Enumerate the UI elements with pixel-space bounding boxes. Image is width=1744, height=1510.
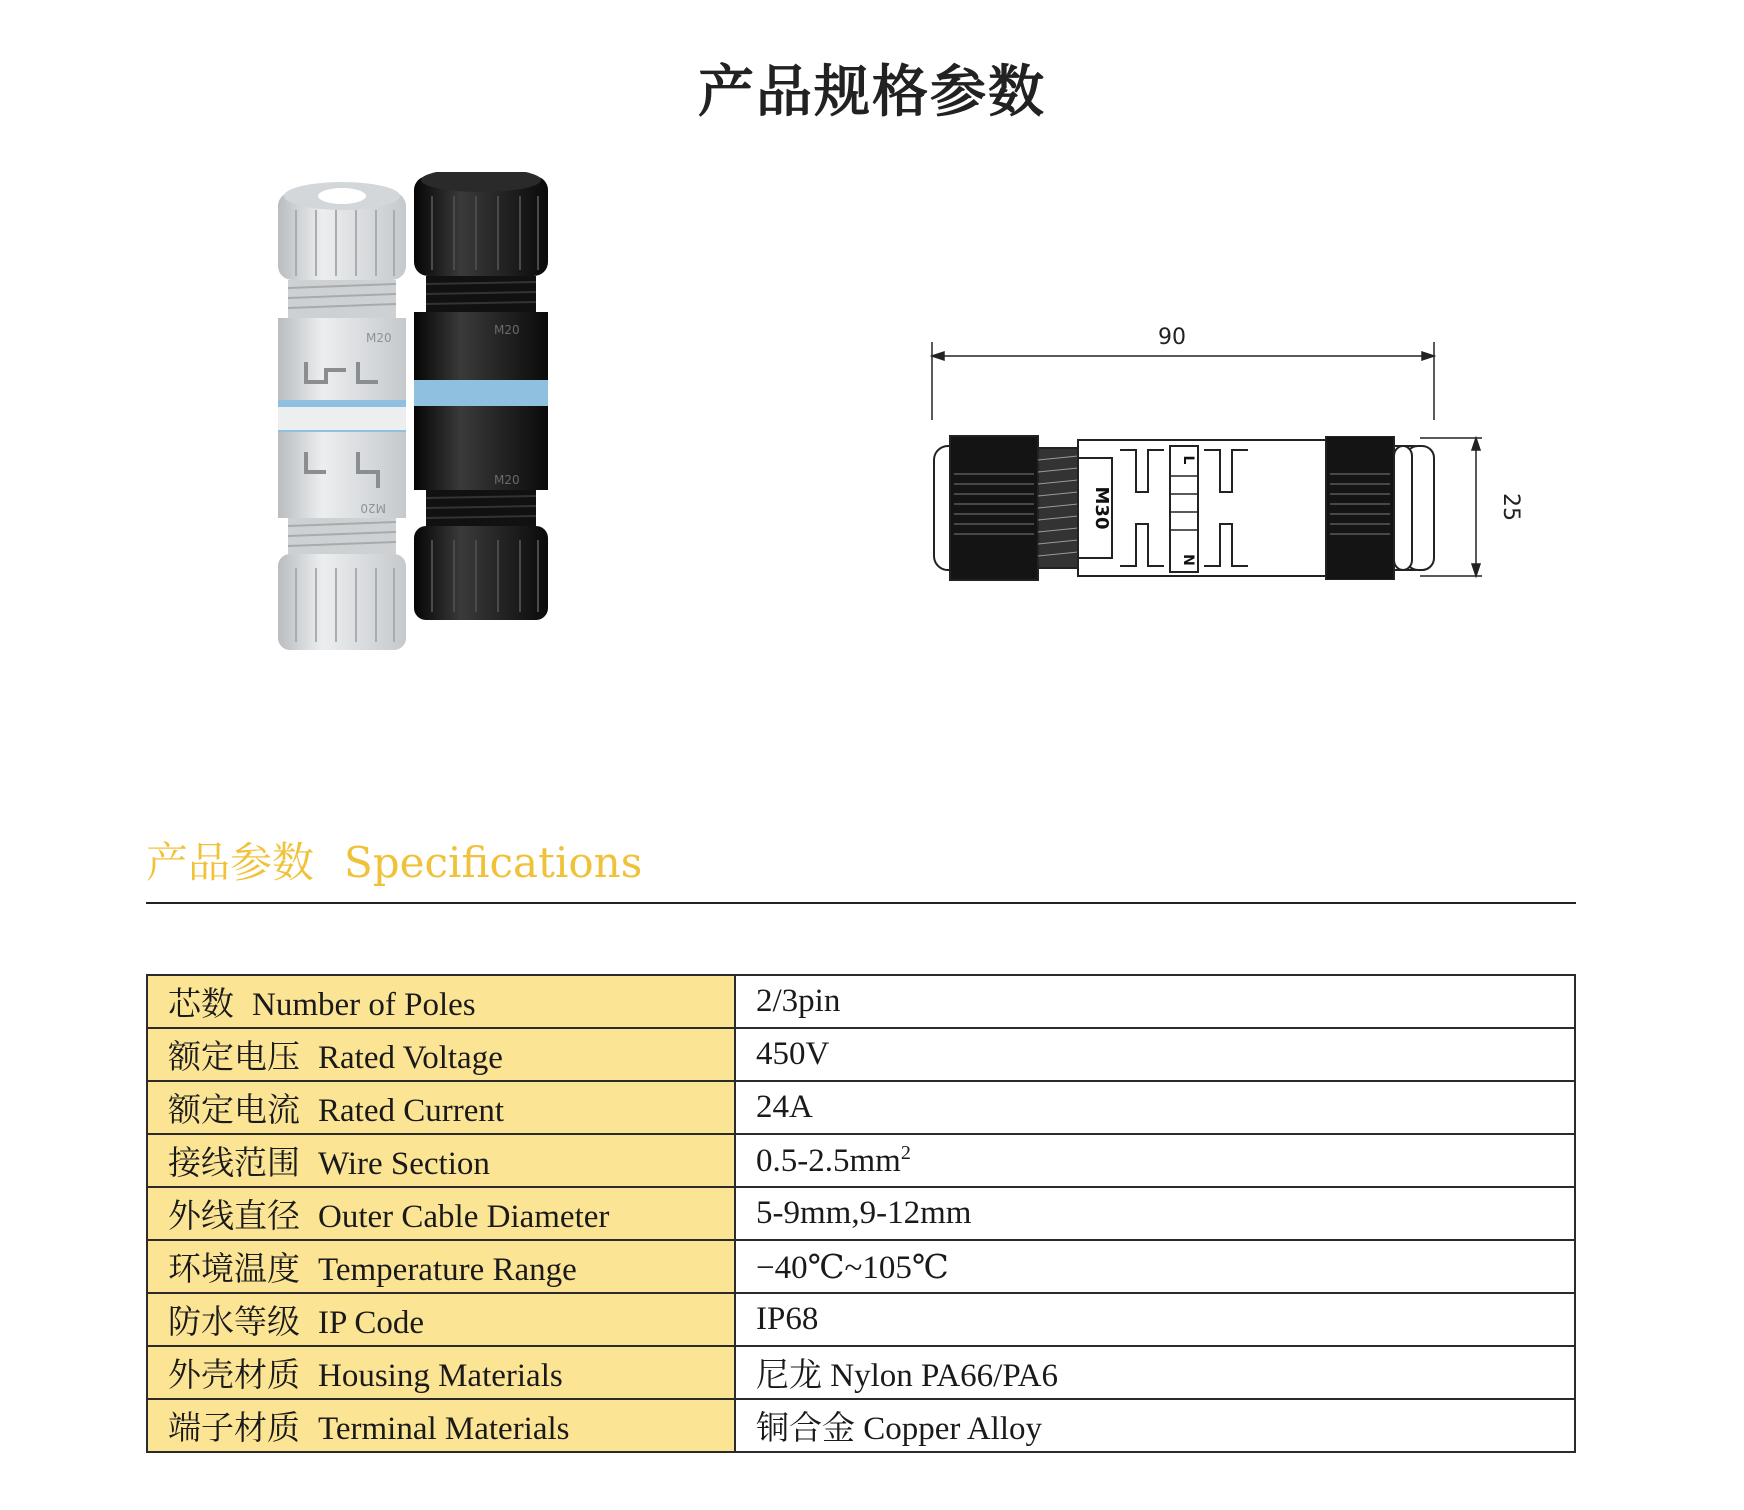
spec-value-text: IP68 [756,1301,819,1337]
spec-value-text: 450V [756,1036,830,1072]
spec-label [147,1399,735,1452]
spec-label-zh: 额定电流 [168,1093,300,1129]
spec-value-text: 0.5-2.5mm [756,1142,901,1179]
spec-label-zh: 芯数 [168,987,234,1023]
spec-value-text: 2/3pin [756,983,841,1019]
spec-value [735,1134,1575,1187]
spec-value [735,1187,1575,1240]
spec-value-text: 24A [756,1089,813,1125]
spec-value [735,1293,1575,1346]
spec-label-en: Wire Section [318,1146,490,1182]
spec-label-en: Number of Poles [252,987,476,1023]
page-title: 产品规格参数 [698,59,1046,125]
spec-label [147,1293,735,1346]
product-photo [266,172,586,722]
spec-label-en: Temperature Range [318,1252,577,1288]
spec-label [147,1081,735,1134]
spec-value-superscript: 2 [900,1141,911,1164]
section-divider [146,902,1576,904]
table-row [147,975,1575,1028]
white-connector [278,182,406,650]
spec-label-en: Rated Voltage [318,1040,503,1076]
spec-label-zh: 环境温度 [168,1252,300,1288]
table-row [147,1187,1575,1240]
table-row [147,1346,1575,1399]
spec-label [147,975,735,1028]
spec-value-text: −40℃~105℃ [756,1249,949,1286]
spec-value-text: 尼龙 Nylon PA66/PA6 [756,1358,1058,1394]
black-marking-bottom: M20 [494,473,520,487]
table-row [147,1134,1575,1187]
spec-label [147,1240,735,1293]
dim-length-label: 90 [1158,325,1186,350]
spec-label-zh: 接线范围 [168,1146,300,1182]
dim-height-label: 25 [1498,493,1523,521]
spec-value [735,975,1575,1028]
specifications-table [146,974,1576,1453]
spec-label-zh: 外壳材质 [168,1358,300,1394]
spec-label-en: Outer Cable Diameter [318,1199,610,1235]
table-row [147,1240,1575,1293]
drawing-terminal-n: N [1180,554,1196,566]
spec-value [735,1240,1575,1293]
spec-value [735,1346,1575,1399]
table-row [147,1028,1575,1081]
black-marking-top: M20 [494,323,520,337]
white-marking-top: M20 [366,331,392,345]
spec-value-text: 铜合金 Copper Alloy [756,1411,1042,1447]
spec-value [735,1028,1575,1081]
table-row [147,1293,1575,1346]
spec-label-en: Terminal Materials [318,1411,570,1447]
table-row [147,1081,1575,1134]
specifications-heading [146,830,642,890]
drawing-left-marking: M30 [1091,486,1112,530]
spec-value-text: 5-9mm,9-12mm [756,1195,972,1231]
spec-label-zh: 防水等级 [168,1305,300,1341]
black-connector [414,172,548,620]
specifications-heading-zh: 产品参数 [146,838,315,887]
drawing-right-nut [1324,436,1414,580]
spec-label-zh: 额定电压 [168,1040,300,1076]
spec-label-en: IP Code [318,1305,425,1341]
spec-label-en: Rated Current [318,1093,505,1129]
spec-value [735,1081,1575,1134]
table-row [147,1399,1575,1452]
spec-label [147,1187,735,1240]
spec-value [735,1399,1575,1452]
spec-label-en: Housing Materials [318,1358,563,1394]
spec-label [147,1028,735,1081]
technical-drawing [920,280,1540,610]
spec-label [147,1346,735,1399]
drawing-terminal-l: L [1180,455,1196,465]
white-marking-bottom: M20 [360,501,386,515]
spec-label-zh: 端子材质 [168,1411,300,1447]
spec-label [147,1134,735,1187]
specifications-heading-en: Specifications [344,838,643,887]
spec-label-zh: 外线直径 [168,1199,300,1235]
